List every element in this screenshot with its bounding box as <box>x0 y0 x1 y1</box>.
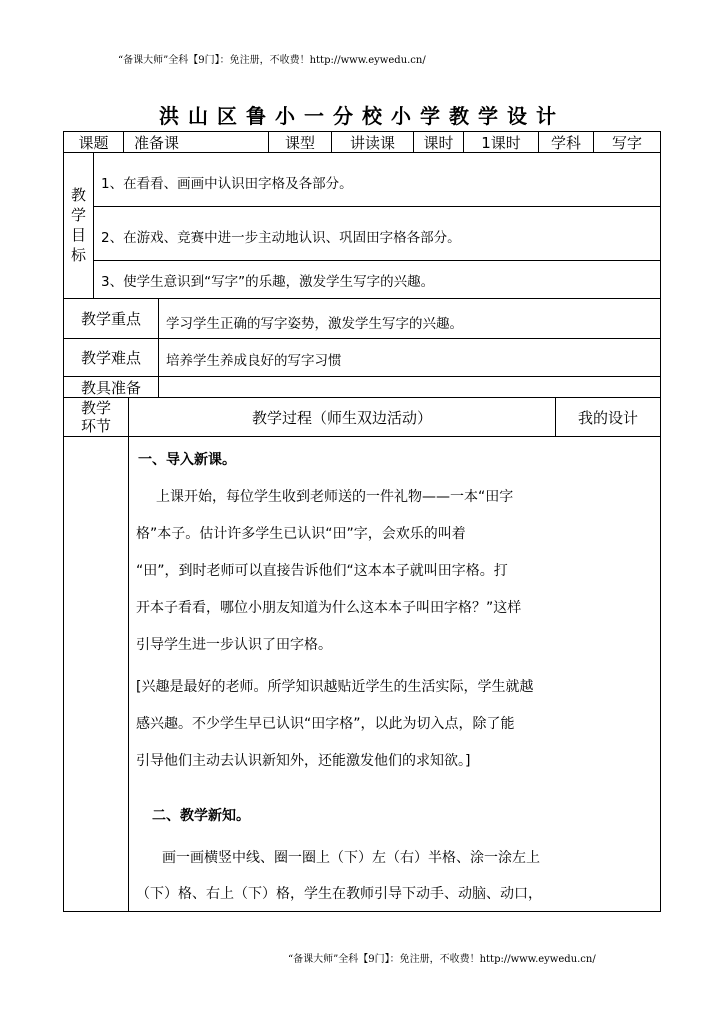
subject-value: 写字 <box>611 133 642 152</box>
note-line: [兴趣是最好的老师。所学知识越贴近学生的生活实际，学生就越 <box>136 679 534 695</box>
process-header: 教学过程（师生双边活动） <box>251 408 432 427</box>
body-line: “田”，到时老师可以直接告诉他们“这本本子就叫田字格。打 <box>136 563 508 579</box>
body-line: 格”本子。估计许多学生已认识“田”字，会欢乐的叫着 <box>136 526 466 542</box>
type-label: 课型 <box>284 133 315 152</box>
body-line: 画一画横竖中线、圈一圈上（下）左（右）半格、涂一涂左上 <box>162 850 540 866</box>
difficulty-value: 培养学生养成良好的写字习惯 <box>166 353 342 369</box>
note-line: 感兴趣。不少学生早已认识“田字格”，以此为切入点，除了能 <box>136 716 515 732</box>
note-line: 引导他们主动去认识新知外，还能激发他们的求知欲。] <box>136 753 471 769</box>
page-title: 洪山区鲁小一分校小学教学设计 <box>159 104 565 128</box>
subject-label: 学科 <box>550 133 581 152</box>
body-line: 开本子看看，哪位小朋友知道为什么这本本子叫田字格？”这样 <box>136 600 522 616</box>
goals-label: 教学目标 <box>70 186 86 264</box>
goal-item: 1、在看看、画画中认识田字格及各部分。 <box>101 176 353 192</box>
topic-value: 准备课 <box>134 133 180 152</box>
body-line: 引导学生进一步认识了田字格。 <box>136 637 332 653</box>
section-heading: 一、导入新课。 <box>138 452 236 468</box>
focus-value: 学习学生正确的写字姿势，激发学生写字的兴趣。 <box>166 316 463 332</box>
goal-item: 2、在游戏、竞赛中进一步主动地认识、巩固田字格各部分。 <box>101 230 461 246</box>
stage-header: 教学环节 <box>80 399 111 435</box>
body-line: （下）格、右上（下）格，学生在教师引导下动手、动脑、动口， <box>136 886 542 902</box>
design-header: 我的设计 <box>577 408 638 427</box>
body-line: 上课开始，每位学生收到老师送的一件礼物——一本“田字 <box>156 489 514 505</box>
type-value: 讲读课 <box>349 133 395 152</box>
hours-value: 1课时 <box>481 133 521 152</box>
difficulty-label: 教学难点 <box>80 349 141 367</box>
page-footer: “备课大师”全科【9门】：免注册，不收费！http://www.eywedu.cn/ <box>288 954 596 965</box>
goal-item: 3、使学生意识到“写字”的乐趣，激发学生写字的兴趣。 <box>101 274 435 290</box>
topic-label: 课题 <box>78 133 109 152</box>
hours-label: 课时 <box>423 133 454 152</box>
section-heading: 二、教学新知。 <box>152 808 250 824</box>
focus-label: 教学重点 <box>80 310 141 328</box>
page-header: “备课大师”全科【9门】：免注册，不收费！http://www.eywedu.cn/ <box>118 55 426 66</box>
tools-label: 教具准备 <box>80 378 141 397</box>
